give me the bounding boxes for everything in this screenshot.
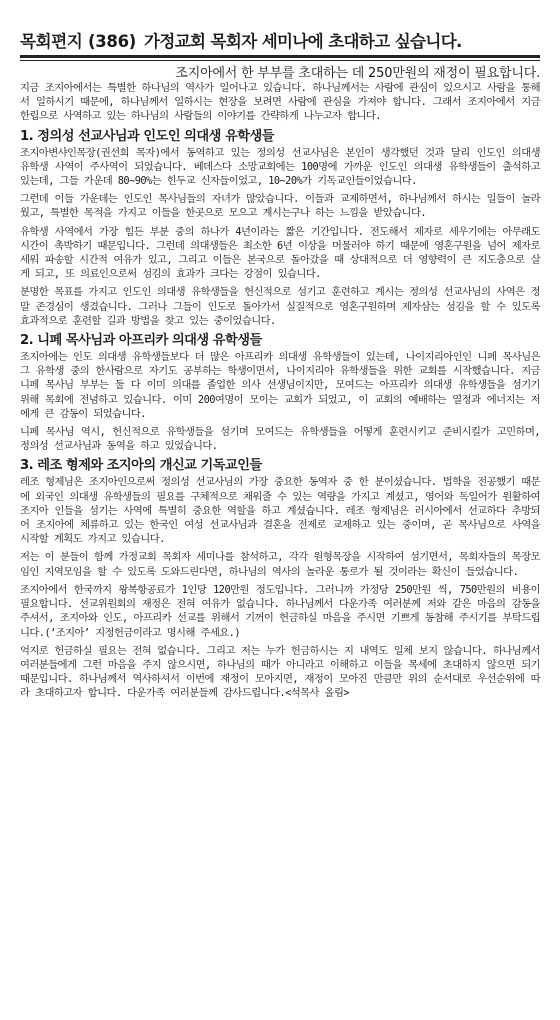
section-1-paragraph-4: 분명한 목표를 가지고 인도인 의대생 유학생들을 헌신적으로 섬기고 훈련하고 계시는 정의성 선교사님의 사역은 정말 존경심이 생겼습니다. 그러나 그들이 인도로 돌아가서 실질적으로 영혼구원하며 제자삼는 섬김을 할 수 있도록 효과적으로 훈련할 길과 방법을 찾고 있는 중이었습니다. — [20, 286, 540, 327]
newsletter-page — [20, 28, 540, 705]
header — [20, 28, 540, 52]
section-heading-3: 3. 레조 형제와 조지아의 개신교 기독교인들 — [20, 458, 262, 474]
section-3-paragraph-1: 레조 형제님은 조지아인으로써 정의성 선교사님의 가장 중요한 동역자 중 한 분이셨습니다. 법학을 전공했기 때문에 외국인 의대생 유학생들의 필요를 구체적으로 채워줄 수 있는 역량을 가지고 계셨고, 영어와 독일어가 원활하여 조지아 인들을 섬기는 사역에 특별히 중요한 역할을 하고 계셨습니다. 레조 형제님은 러시아에서 선교하다 추방되어 조지아에 체류하고 있는 한국인 여성 선교사님과 결혼을 전제로 교제하고 있는 중이며, 곧 목사님으로 사역을 시작할 계획도 가지고 있습니다. — [20, 476, 540, 546]
section-1-paragraph-1: 조지아변샤인목장(권선희 목자)에서 동역하고 있는 정의성 선교사님은 본인이 생각했던 것과 달리 인도인 의대생 유학생 사역이 주사역이 되었습니다. 베데스다 소망교회에는 100명에 가까운 인도인 의대생 유학생들이 출석하고 있는데, 그들 가운데 80~90%는 힌두교 신자들이었고, 10~20%가 기독교인들이었습니다. — [20, 146, 540, 188]
section-1-paragraph-3: 유학생 사역에서 가장 힘든 부분 중의 하나가 4년이라는 짧은 기간입니다. 전도해서 제자로 세우기에는 아무래도 시간이 촉박하기 때문입니다. 그런데 의대생들은 최소한 6년 이상을 머물러야 하기 때문에 영혼구원을 넘어 제자로 세워 파송할 시간적 여유가 있고, 그리고 이들은 본국으로 돌아갔을 때 상대적으로 더 영향력이 큰 지도층으로 살게 되고, 또 의료인으로써 섬김의 효과가 크다는 강점이 있습니다. — [20, 225, 540, 281]
page-title: 가정교회 목회자 세미나에 초대하고 싶습니다. — [144, 32, 462, 51]
section-3-paragraph-3: 조지아에서 한국까지 왕복항공료가 1인당 120만원 정도입니다. 그러니까 가정당 250만원 씩, 750만원의 비용이 필요합니다. 선교위원회의 재정은 전혀 여유가 없습니다. 하나님께서 다운가족 여러분께 저와 같은 마음의 감동을 주셔서, 조지아와 인도, 아프리카 선교를 위해서 기꺼이 헌금하실 마음을 주시면 기쁘게 동참해 주시기를 부탁드립니다.(‘조지아’ 지정헌금이라고 명시해 주세요.) — [20, 583, 540, 639]
newsletter-label: 목회편지 (386) — [20, 32, 137, 51]
section-3-paragraph-4: 억지로 헌금하실 필요는 전혀 없습니다. 그리고 저는 누가 헌금하시는 지 내역도 일체 보지 않습니다. 하나님께서 여러분들에게 그런 마음을 주지 않으시면, 하나님의 때가 아니라고 이해하고 이들을 목세에 초대하지 않으면 되기 때문입니다. 하나님께서 역사하셔서 이번에 재정이 모아지면, 재정이 모아진 만큼만 위의 순서대로 우선순위에 따라 초대하고자 합니다. 다운가족 여러분들께 감사드립니다.<석목사 올림> — [20, 644, 540, 700]
letter-body — [20, 81, 540, 701]
section-2-paragraph-1: 조지아에는 인도 의대생 유학생들보다 더 많은 아프리카 의대생 유학생들이 있는데, 나이지리아인인 니페 목사님은 그 유학생 중의 한사람으로 자기도 공부하는 학생이면서, 나이지리아 유학생들을 위한 교회를 시작했습니다. 지금 니페 목사님 부부는 둘 다 이미 의대를 졸업한 의사 선생님이지만, 모여드는 아프리카 의대생 유학생들을 섬기기 위해 목회에 전념하고 있습니다. 이미 200여명이 모이는 교회가 되었고, 이 교회의 예배하는 열정과 에너지는 저에게 큰 감동이 되었습니다. — [20, 351, 540, 420]
subtitle: 조지아에서 한 부부를 초대하는 데 250만원의 재정이 필요합니다. — [175, 66, 540, 81]
section-3-paragraph-2: 저는 이 분들이 함께 가정교회 목회자 세미나를 참석하고, 각각 원형목장을 시작하여 섬기면서, 목회자들의 목장모임인 지역모임을 할 수 있도록 도와드린다면, 하나님의 역사의 놀라운 통로가 될 것이라는 확신이 들었습니다. — [20, 551, 540, 578]
title-rule — [20, 55, 540, 58]
section-heading-2: 2. 니페 목사님과 아프리카 의대생 유학생들 — [20, 333, 262, 349]
section-1-paragraph-2: 그런데 이들 가운데는 인도인 목사님들의 자녀가 많았습니다. 이들과 교제하면서, 하나님께서 하시는 일들이 놀라웠고, 특별한 목적을 가지고 이들을 한곳으로 모으고 계시는구나 하는 느낌을 받았습니다. — [20, 193, 540, 220]
section-heading-1: 1. 정의성 선교사님과 인도인 의대생 유학생들 — [20, 128, 274, 144]
title-rule-thin — [20, 60, 540, 61]
section-2-paragraph-2: 니페 목사님 역시, 헌신적으로 유학생들을 섬기며 모여드는 유학생들을 어떻게 훈련시키고 준비시킬가 고민하며, 정의성 선교사님과 동역을 하고 있었습니다. — [20, 426, 540, 453]
intro-paragraph: 지금 조지아에서는 특별한 하나님의 역사가 일어나고 있습니다. 하나님께서는 사람에 관심이 있으시고 사람을 통해서 일하시기 때문에, 하나님께서 일하시는 현장을 보려면 사람에 관심을 가져야 합니다. 그래서 조지아에서 지금 한립으로 사역하고 있는 하나님의 사람들의 이야기를 간략하게 나누고자 합니다. — [20, 82, 540, 123]
